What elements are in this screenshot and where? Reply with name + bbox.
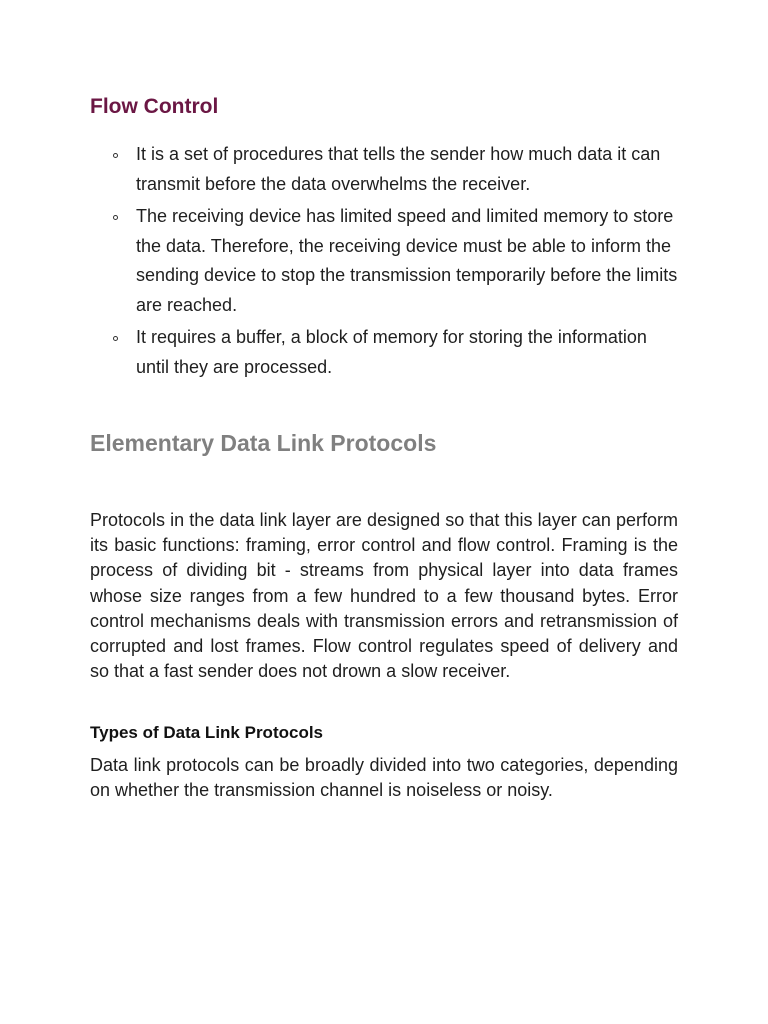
types-heading: Types of Data Link Protocols: [90, 723, 324, 742]
flow-control-heading: Flow Control: [90, 95, 219, 118]
elementary-protocols-heading: Elementary Data Link Protocols: [90, 430, 437, 456]
flow-control-list: [90, 140, 678, 385]
list-item-text: The receiving device has limited speed and limited memory to store the data. Therefore, the receiving device must be able to inform the sending device to stop the transmission temporarily before the limits are reached.: [136, 206, 678, 315]
list-item-text: It is a set of procedures that tells the sender how much data it can transmit before the data overwhelms the receiver.: [136, 144, 661, 194]
list-item-text: It requires a buffer, a block of memory for storing the information until they are processed.: [136, 327, 647, 377]
protocols-paragraph: Protocols in the data link layer are designed so that this layer can perform its basic functions: framing, error control and flow control. Framing is the process of dividing bit - streams from physical layer into data frames whose size ranges from a few hundred to a few thousand bytes. Error control mechanisms deals with transmission errors and retransmission of corrupted and lost frames. Flow control regulates speed of delivery and so that a fast sender does not drown a slow receiver.: [90, 510, 678, 682]
bullet-circle-icon: [113, 153, 118, 158]
bullet-circle-icon: [113, 215, 118, 220]
list-item: [90, 202, 678, 320]
list-item: [90, 323, 678, 382]
bullet-circle-icon: [113, 336, 118, 341]
list-item: [90, 140, 678, 199]
types-paragraph: Data link protocols can be broadly divided into two categories, depending on whether the transmission channel is noiseless or noisy.: [90, 755, 678, 801]
